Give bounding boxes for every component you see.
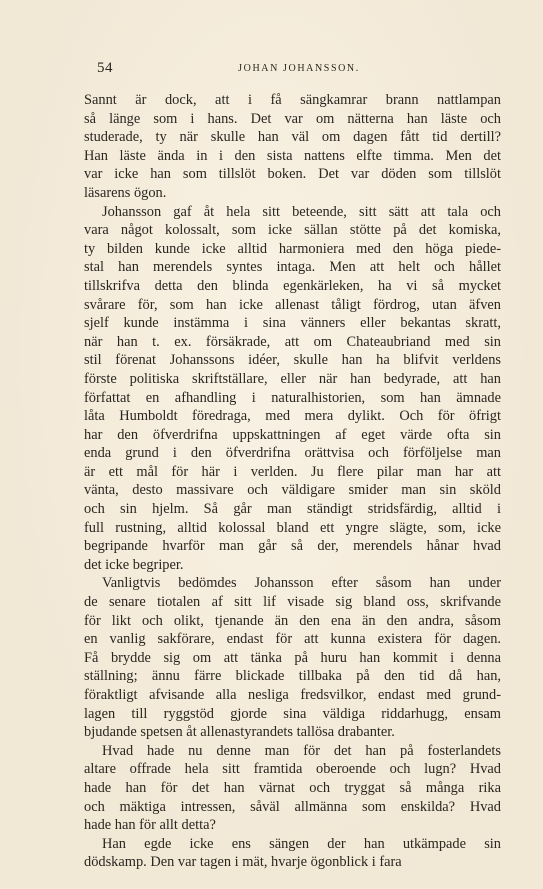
running-head: JOHAN JOHANSSON. <box>238 63 360 74</box>
text-line: ställning; ännu färre blickade tillbaka på den tid då han, <box>84 668 501 685</box>
text-line: vänta, desto massivare och väldigare smider man sin sköld <box>84 482 501 499</box>
text-line: svårare för, som han icke allenast tåligt fördrog, utan äfven <box>84 296 501 313</box>
paragraph <box>84 203 501 575</box>
text-line: Johansson gaf åt hela sitt beteende, sitt sätt att tala och <box>102 203 501 220</box>
text-line: förste politiska skriftställare, eller när han bedyrade, att han <box>84 370 501 387</box>
text-line: när han t. ex. försäkrade, att om Chateaubriand med sin <box>84 333 501 350</box>
text-line: så länge som i hans. Det var om nätterna han läste och <box>84 110 501 127</box>
text-line: de senare tiotalen af sitt lif visade sig bland oss, skrifvande <box>84 594 501 611</box>
paragraph <box>84 835 501 872</box>
page-number: 54 <box>97 60 113 76</box>
text-line: tillskrifva detta den blinda egenkärleken, ha vi så mycket <box>84 277 501 294</box>
text-line: begripande hvarför man går så der, merendels hånar hvad <box>84 538 501 555</box>
text-line: är ett mål för här i verlden. Ju flere pilar man har att <box>84 463 501 480</box>
text-line: enda grund i den öfverdrifna orättvisa och förföljelse man <box>84 445 501 462</box>
text-line: bjudande spetsen åt allenastyrandets tallösa drabanter. <box>84 724 395 741</box>
text-line: en vanlig sakförare, endast för att kunna existera för dagen. <box>84 631 501 648</box>
text-line: studerade, ty när skulle han väl om dagen fått tid dertill? <box>84 129 501 146</box>
text-line: och sin hjelm. Så går man ständigt stridsfärdig, alltid i <box>84 501 501 518</box>
text-line: hade han för allt detta? <box>84 817 216 834</box>
text-line: det icke begriper. <box>84 556 184 573</box>
text-line: och mäktiga intressen, såväl allmänna som enskilda? Hvad <box>84 798 501 815</box>
text-line: har den öfverdrifna uppskattningen af eget värde ofta sin <box>84 426 501 443</box>
text-line: sjelf kunde instämma i sina vänners eller bekantas skratt, <box>84 315 501 332</box>
text-line: Han läste ända in i den sista nattens elfte timma. Men det <box>84 147 501 164</box>
text-line: full rustning, alltid kolossal bland ett yngre slägte, som, icke <box>84 519 501 536</box>
text-line: lagen till ryggstöd gjorde sina väldiga riddarhugg, ensam <box>84 705 501 722</box>
paragraph <box>84 91 501 203</box>
text-line: Få brydde sig om att tänka på huru han kommit i denna <box>84 649 501 666</box>
text-line: altare offrade hela sitt framtida oberoende och lugn? Hvad <box>84 761 501 778</box>
text-line: föraktligt afvisande alla nesliga fredsvilkor, endast med grund- <box>84 687 501 703</box>
text-line: dödskamp. Den var tagen i mät, hvarje ögonblick i fara <box>84 854 402 871</box>
body-text <box>84 91 501 872</box>
paragraph <box>84 574 501 741</box>
text-line: författat en afhandling i naturalhistorien, som han ämnade <box>84 389 501 406</box>
text-line: Han egde icke ens sängen der han utkämpade sin <box>102 835 501 852</box>
text-line: läsarens ögon. <box>84 184 167 201</box>
text-line: var icke han som tillslöt boken. Det var döden som tillslöt <box>84 166 501 183</box>
text-line: ty bilden kunde icke alltid harmoniera med den höga piede- <box>84 240 501 257</box>
text-line: stal han merendels syntes intaga. Men att helt och hållet <box>84 259 501 276</box>
text-line: hade han för det han värnat och tryggat så många rika <box>84 779 501 796</box>
text-line: Sannt är dock, att i få sängkamrar brann nattlampan <box>84 92 501 108</box>
text-line: vara något kolossalt, som icke sällan stötte på det komiska, <box>84 222 501 239</box>
paragraph <box>84 742 501 835</box>
text-line: för likt och olikt, tjenande än den ena än den andra, såsom <box>84 612 501 629</box>
text-line: Hvad hade nu denne man för det han på fosterlandets <box>102 742 501 759</box>
text-line: låta Humboldt föredraga, med mera dylikt. Och för öfrigt <box>84 408 501 425</box>
text-line: Vanligtvis bedömdes Johansson efter såsom han under <box>102 575 501 592</box>
page-header <box>97 60 501 80</box>
text-line: stil förenat Johanssons idéer, skulle han ha blifvit verldens <box>84 352 501 369</box>
